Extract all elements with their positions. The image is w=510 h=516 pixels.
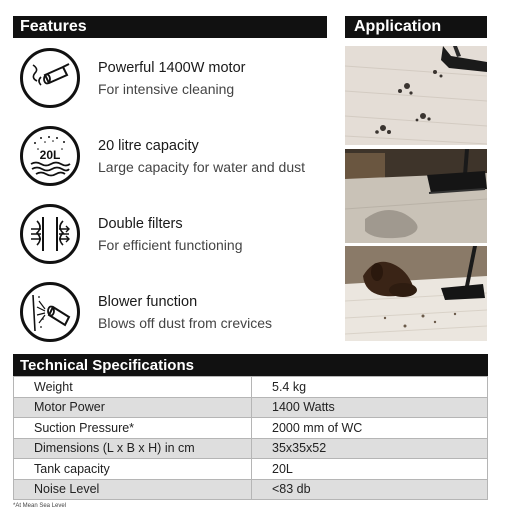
- feature-blower: [20, 282, 330, 344]
- feature-subtitle: Blows off dust from crevices: [98, 315, 273, 331]
- feature-motor: [20, 48, 330, 110]
- table-row: [14, 479, 488, 500]
- feature-title: Blower function: [98, 294, 198, 310]
- table-row: [14, 438, 488, 459]
- feature-filters: [20, 204, 330, 266]
- spec-label: Tank capacity: [14, 459, 252, 480]
- feature-subtitle: For efficient functioning: [98, 237, 243, 253]
- spec-value: 1400 Watts: [252, 397, 488, 418]
- table-row: [14, 459, 488, 480]
- motor-icon: [20, 48, 80, 108]
- features-header: Features: [13, 16, 327, 38]
- capacity-icon-text: 20L: [39, 148, 61, 162]
- table-row: [14, 397, 488, 418]
- feature-subtitle: For intensive cleaning: [98, 81, 235, 97]
- blower-icon: [20, 282, 80, 342]
- spec-value: <83 db: [252, 479, 488, 500]
- spec-value: 35x35x52: [252, 438, 488, 459]
- spec-label: Noise Level: [14, 479, 252, 500]
- feature-subtitle: Large capacity for water and dust: [98, 159, 306, 175]
- table-row: [14, 377, 488, 398]
- spec-label: Motor Power: [14, 397, 252, 418]
- feature-capacity: [20, 126, 330, 188]
- carpet-cleaning-photo: [345, 46, 487, 145]
- filter-icon: [20, 204, 80, 264]
- capacity-icon: [20, 126, 80, 186]
- spec-value: 2000 mm of WC: [252, 418, 488, 439]
- feature-title: Double filters: [98, 216, 183, 232]
- spec-value: 20L: [252, 459, 488, 480]
- spec-label: Suction Pressure*: [14, 418, 252, 439]
- spec-label: Weight: [14, 377, 252, 398]
- feature-title: Powerful 1400W motor: [98, 60, 246, 76]
- wet-floor-cleaning-photo: [345, 149, 487, 243]
- table-row: [14, 418, 488, 439]
- feature-title: 20 litre capacity: [98, 138, 199, 154]
- specs-header: Technical Specifications: [13, 354, 488, 376]
- spec-value: 5.4 kg: [252, 377, 488, 398]
- spec-label: Dimensions (L x B x H) in cm: [14, 438, 252, 459]
- specs-table: [13, 376, 488, 500]
- footnote: *At Mean Sea Level: [13, 503, 67, 509]
- application-header: Application: [345, 16, 487, 38]
- dog-rug-cleaning-photo: [345, 246, 487, 341]
